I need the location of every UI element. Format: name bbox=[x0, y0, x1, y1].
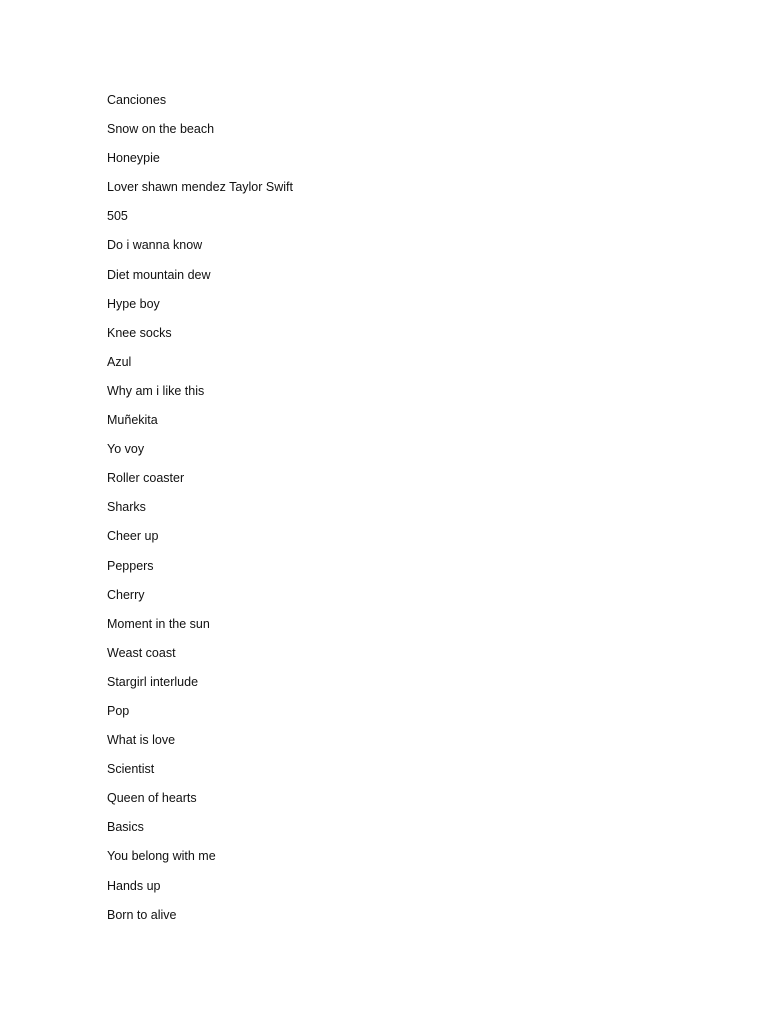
list-item: Honeypie bbox=[107, 151, 160, 166]
list-item: Do i wanna know bbox=[107, 238, 203, 253]
song-list bbox=[107, 91, 293, 935]
list-item: 505 bbox=[107, 209, 128, 224]
list-item: Diet mountain dew bbox=[107, 267, 211, 282]
list-item: Yo voy bbox=[107, 442, 145, 457]
list-item: Pop bbox=[107, 703, 130, 718]
list-item: Sharks bbox=[107, 500, 146, 515]
list-item: Weast coast bbox=[107, 645, 176, 660]
list-item: Cheer up bbox=[107, 529, 159, 544]
list-item: Muñekita bbox=[107, 413, 158, 428]
list-item: Cherry bbox=[107, 587, 145, 602]
list-item: Hype boy bbox=[107, 296, 160, 311]
list-item: Born to alive bbox=[107, 907, 177, 922]
list-item: You belong with me bbox=[107, 849, 216, 864]
list-item: Basics bbox=[107, 820, 144, 835]
list-item: Roller coaster bbox=[107, 471, 185, 486]
list-item: Lover shawn mendez Taylor Swift bbox=[107, 180, 293, 195]
list-item: Knee socks bbox=[107, 325, 172, 340]
list-item: Azul bbox=[107, 354, 132, 369]
list-item: What is love bbox=[107, 733, 176, 748]
list-item: Why am i like this bbox=[107, 383, 205, 398]
list-item: Scientist bbox=[107, 762, 155, 777]
document-heading: Canciones bbox=[107, 93, 167, 107]
list-item: Queen of hearts bbox=[107, 791, 197, 806]
list-item: Stargirl interlude bbox=[107, 674, 199, 689]
list-item: Moment in the sun bbox=[107, 616, 210, 631]
list-item: Snow on the beach bbox=[107, 122, 215, 137]
list-item: Hands up bbox=[107, 878, 161, 893]
list-item: Peppers bbox=[107, 558, 154, 573]
